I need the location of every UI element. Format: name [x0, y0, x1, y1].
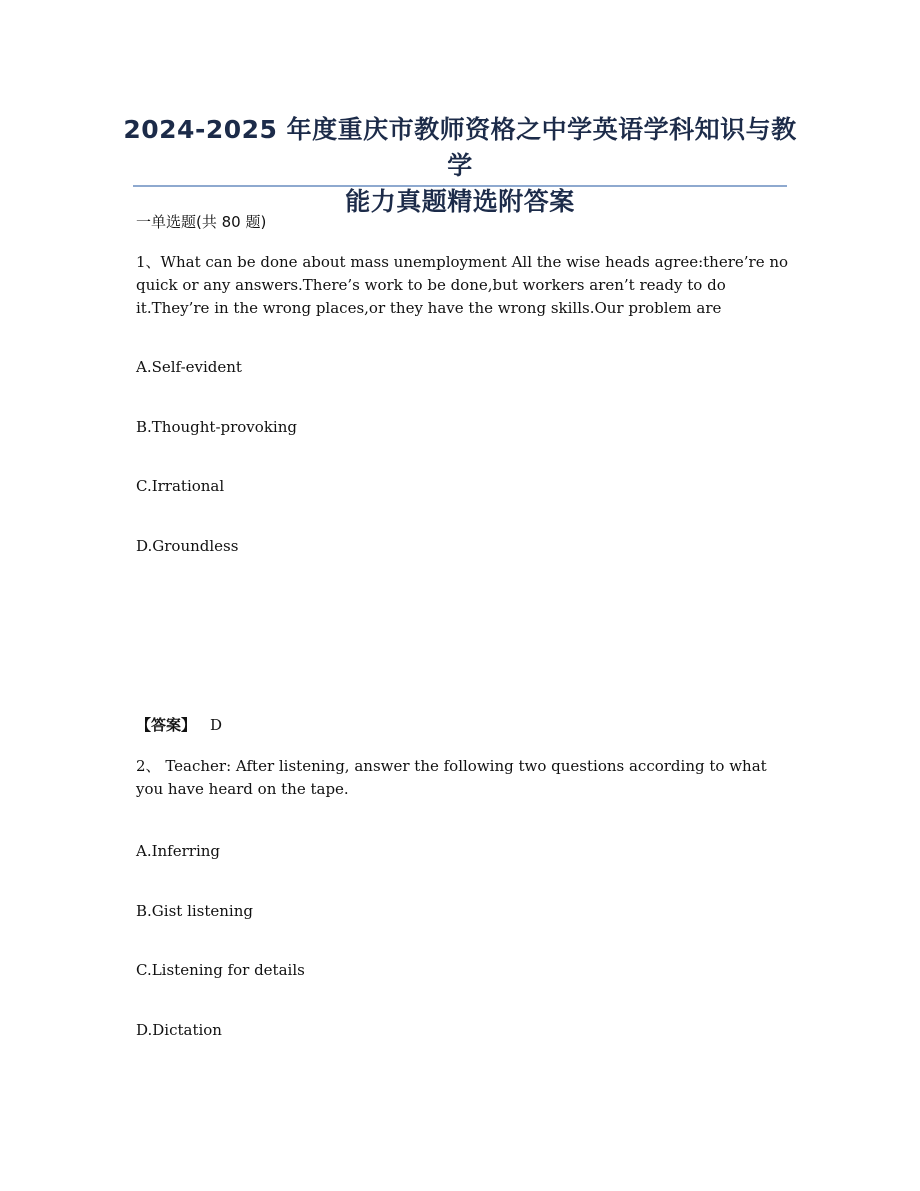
- question-2-stem: Teacher: After listening, answer the following two questions according to what you have heard on the tape.: [136, 757, 767, 798]
- answer-value: D: [210, 716, 223, 734]
- question-1-answer: [136, 714, 222, 736]
- document-title: [120, 112, 800, 220]
- question-2-option-b: B.Gist listening: [136, 902, 253, 920]
- section-label: 一单选题(共 80 题): [136, 213, 267, 231]
- question-1-option-c: C.Irrational: [136, 477, 225, 495]
- answer-label: 【答案】: [136, 716, 197, 734]
- question-1-option-b: B.Thought-provoking: [136, 418, 297, 436]
- title-divider: [133, 185, 787, 187]
- question-2-number: 2、: [136, 757, 161, 775]
- question-2: [136, 755, 776, 801]
- question-2-option-d: D.Dictation: [136, 1021, 222, 1039]
- question-2-option-a: A.Inferring: [136, 842, 221, 860]
- document-title-line2: 能力真题精选附答案: [345, 187, 575, 216]
- question-1-number: 1、: [136, 253, 161, 271]
- document-title-line1: 2024-2025 年度重庆市教师资格之中学英语学科知识与教学: [123, 115, 797, 180]
- question-2-option-c: C.Listening for details: [136, 961, 305, 979]
- question-1-stem: What can be done about mass unemployment All the wise heads agree:there’re no quick or any answers.There’s work to be done,but workers aren’t ready to do it.They’re in the wrong places,or they have the wrong skills.Our problem are: [136, 253, 789, 317]
- question-1: [136, 251, 791, 320]
- question-1-option-d: D.Groundless: [136, 537, 239, 555]
- question-1-option-a: A.Self-evident: [136, 358, 242, 376]
